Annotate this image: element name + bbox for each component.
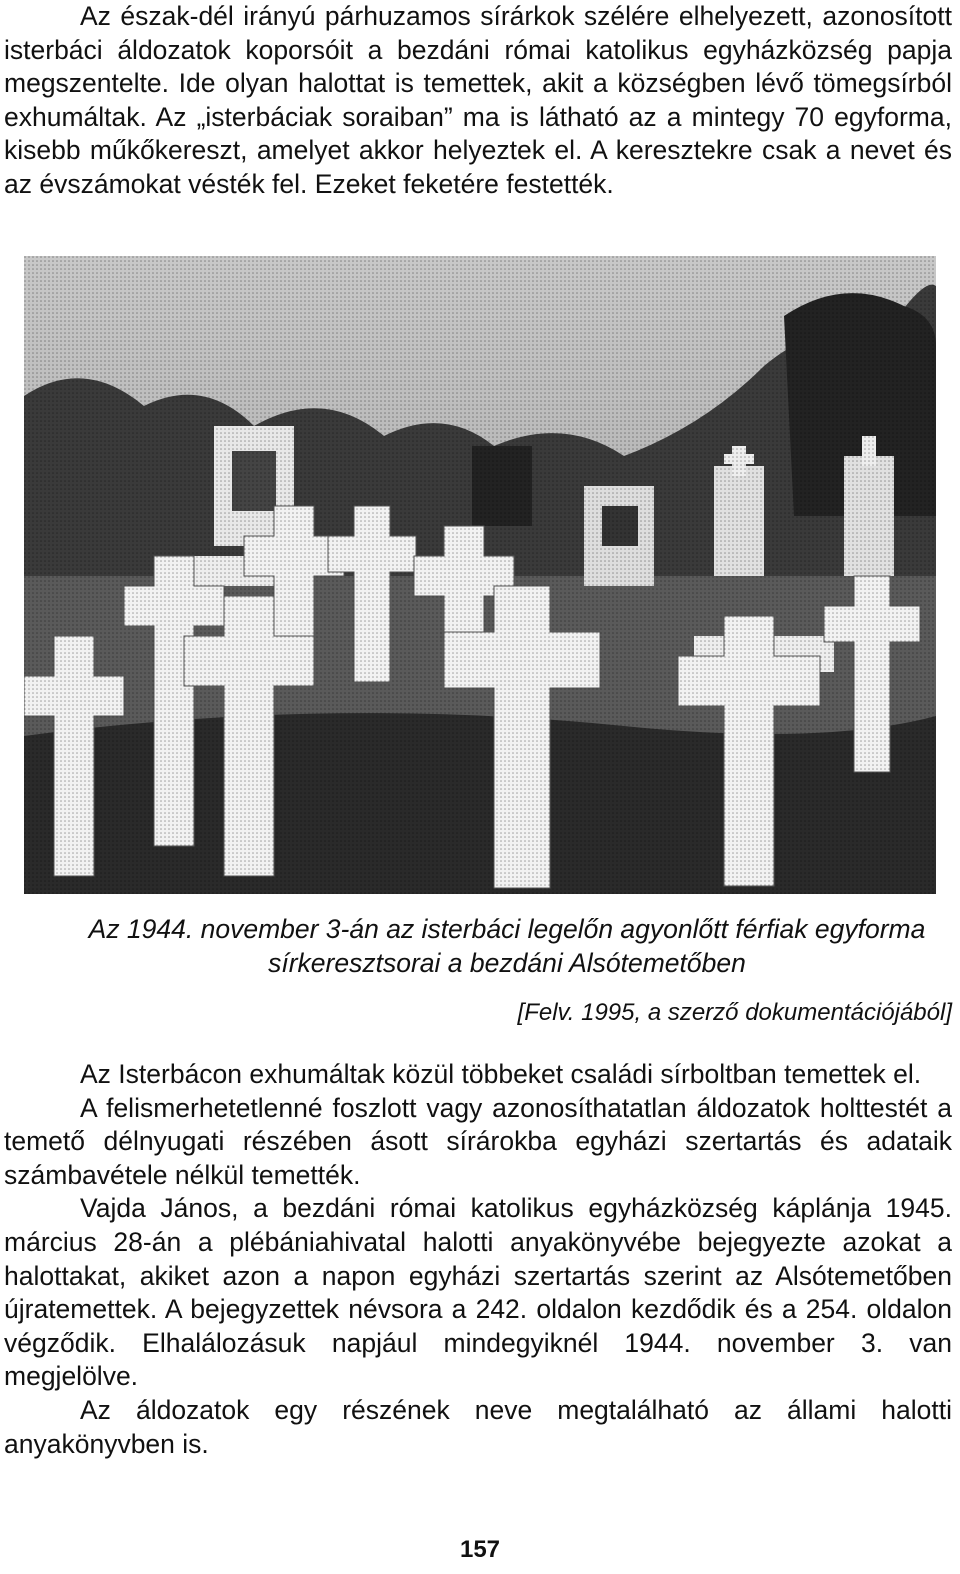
caption-line-2: sírkeresztsorai a bezdáni Alsótemetőben [268,948,746,978]
page-number: 157 [459,1536,501,1563]
paragraph-unidentified: A felismerhetetlenné foszlott vagy azonosíthatatlan áldozatok holttestét a temető délnyugati részében ásott sírárokba egyházi szertartás és adataik számbavétele nélkül temették. [4,1092,952,1190]
paragraph-state-register: Az áldozatok egy részének neve megtalálható az állami halotti anyakönyvben is. [4,1394,952,1459]
cemetery-photo [24,256,936,894]
paragraph-exhumed: Az Isterbácon exhumáltak közül többeket családi sírboltban temettek el. [80,1059,922,1089]
cemetery-crosses-photo-icon [24,256,936,894]
intro-paragraph: Az észak-dél irányú párhuzamos sírárkok szélére elhelyezett, azonosított isterbáci áldozatok koporsóit a bezdáni római katolikus egyházközség papja megszentelte. Ide olyan halottat is temettek, akit a községben lévő tömegsírból exhumáltak. Az „isterbáciak soraiban” ma is látható az a mintegy 70 egyforma, kisebb műkőkereszt, amelyet akkor helyeztek el. A keresztekre csak a nevet és az évszámokat vésték fel. Ezeket feketére festették. [4,1,952,199]
paragraph-register: Vajda János, a bezdáni római katolikus egyházközség káplánja 1945. március 28-án a plébániahivatal halotti anyakönyvébe bejegyezte azokat a halottakat, akiket azon a napon egyházi szertartás szerint az Alsótemetőben újratemettek. A bejegyzettek névsora a 242. oldalon kezdődik és a 254. oldalon végződik. Elhalálozásuk napjául mindegyiknél 1944. november 3. van megjelölve. [4,1193,952,1392]
body-text [4,1058,952,1461]
photo-credit: [Felv. 1995, a szerző dokumentációjából] [517,999,952,1026]
caption-line-1: Az 1944. november 3-án az isterbáci legelőn agyonlőtt férfiak egyforma [88,914,926,944]
